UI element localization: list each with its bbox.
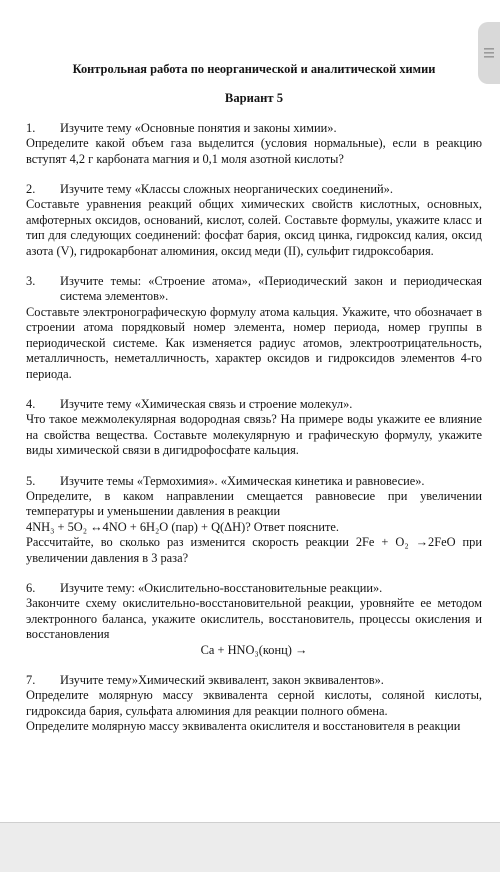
task-topic: Изучите тему «Классы сложных неорганических соединений». <box>60 182 393 197</box>
task-paragraph: Закончите схему окислительно-восстановительной реакции, уровняйте ее методом электронного баланса, укажите окислитель, восстановитель, процессы окисления и восстановления <box>26 596 482 642</box>
task-4 <box>26 397 482 459</box>
task-heading <box>26 121 482 136</box>
task-paragraph: Что такое межмолекулярная водородная связь? На примере воды укажите ее влияние на свойства вещества. Составьте молекулярную и графическую формулу, укажите виды химической связи в дигидрофосфате кальция. <box>26 412 482 458</box>
task-topic: Изучите тему»Химический эквивалент, закон эквивалентов». <box>60 673 384 687</box>
task-body <box>26 489 482 566</box>
task-heading <box>26 397 482 412</box>
reaction-equation: 4NH₃ + 5O₂ ↔4NO + 6H₂O (пар) + Q(ΔH)? Ответ поясните. <box>26 519 340 534</box>
task-6 <box>26 581 482 658</box>
document-content <box>26 62 482 750</box>
task-heading <box>26 274 482 305</box>
grip-icon <box>483 46 495 60</box>
task-paragraph: Определите какой объем газа выделится (условия нормальные), если в реакцию вступят 4,2 г карбоната магния и 0,1 моля азотной кислоты? <box>26 136 482 166</box>
task-1 <box>26 121 482 167</box>
task-body <box>26 136 482 167</box>
task-body <box>26 305 482 382</box>
task-heading <box>26 581 482 596</box>
task-heading <box>26 474 482 489</box>
task-paragraph: Составьте уравнения реакций общих химических свойств кислотных, основных, амфотерных оксидов, оснований, кислот, солей. Составьте формулы, укажите класс и тип для следующих соединений: фосфат бария, оксид цинка, гидроксид калия, оксид азота (V), гидрокарбонат алюминия, оксид меди (II), сульфит гидроксобария. <box>26 197 482 258</box>
task-paragraph: Определите, в каком направлении смещается равновесие при увеличении температуры и уменьшении давления в реакции <box>26 488 482 519</box>
task-number: 2. <box>26 182 36 197</box>
task-number: 7. <box>26 673 36 687</box>
reaction-equation: Ca + HNO₃(конц) → <box>200 642 308 657</box>
task-number: 1. <box>26 120 36 135</box>
task-number: 5. <box>26 473 36 488</box>
page-title: Контрольная работа по неорганической и аналитической химии <box>72 62 436 76</box>
task-paragraph: Определите молярную массу эквивалента серной кислоты, соляной кислоты, гидроксида бария, сульфата алюминия для реакции полного обмена. <box>26 688 482 718</box>
task-topic: Изучите тему «Основные понятия и законы химии». <box>60 120 337 135</box>
task-topic: Изучите темы «Термохимия». «Химическая кинетика и равновесие». <box>60 473 425 488</box>
variant-heading: Вариант 5 <box>224 91 284 106</box>
task-topic: Изучите темы: «Строение атома», «Периодический закон и периодическая система элементов». <box>60 274 482 304</box>
task-paragraph: Рассчитайте, во сколько раз изменится скорость реакции 2Fe + O₂ →2FeO при увеличении давления в 3 раза? <box>26 535 482 565</box>
task-3 <box>26 274 482 382</box>
task-number: 6. <box>26 580 36 595</box>
task-paragraph: Составьте электронографическую формулу атома кальция. Укажите, что обозначает в строении атома порядковый номер элемента, номер периода, номер группы в периодической системе. Как изменяется радиус атомов, электроотрицательность, металличность, неметалличность, характер оксидов и гидроксидов элементов 4-го периода. <box>26 304 482 381</box>
task-topic: Изучите тему «Химическая связь и строение молекул». <box>60 396 353 411</box>
task-5 <box>26 474 482 566</box>
task-number: 3. <box>26 274 36 289</box>
task-body <box>26 412 482 458</box>
task-heading <box>26 673 482 688</box>
task-7 <box>26 673 482 735</box>
task-body <box>26 197 482 259</box>
task-paragraph: Определите молярную массу эквивалента окислителя и восстановителя в реакции <box>26 719 461 734</box>
task-topic: Изучите тему: «Окислительно-восстановительные реакции». <box>60 580 383 595</box>
task-number: 4. <box>26 396 36 411</box>
task-heading <box>26 182 482 197</box>
task-2 <box>26 182 482 259</box>
task-body <box>26 596 482 658</box>
viewer-bottom-bar <box>0 822 500 872</box>
task-body <box>26 688 482 734</box>
